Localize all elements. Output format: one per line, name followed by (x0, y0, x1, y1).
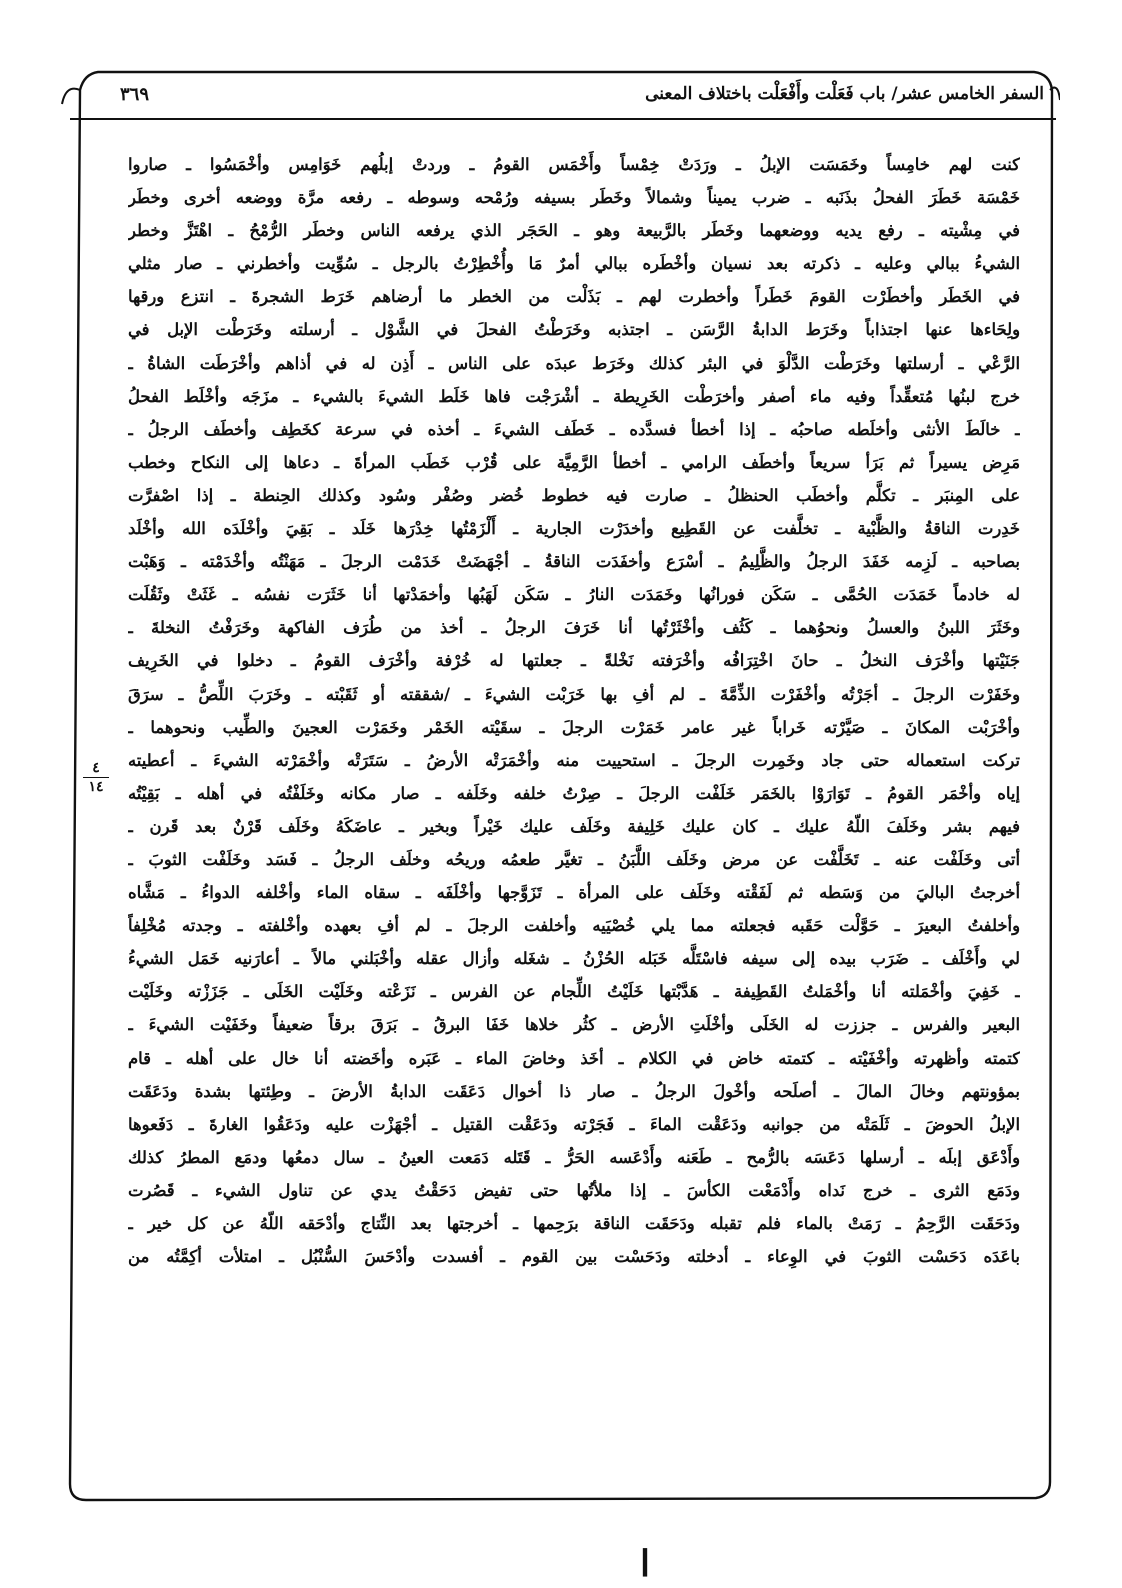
text-line: الشيءُ ببالي وعليه ـ ذكرته بعد نسيان وأخْطَره ببالي أمرٌ مَا وأُخْطِرْتُ بالرجل ـ سُوِّيت وأخطرني ـ صار مثلي (128, 254, 1020, 274)
text-line: بمؤونتهم وخالَ المالَ ـ أصلَحه وأخْولَ الرجلُ ـ صار ذا أخوال دَعَقَت الدابةُ الأرضَ ـ وطِئتها بشدة ودَعَقَت (128, 1081, 1020, 1101)
text-line: في مِشْيته ـ رفع يديه ووضعهما وخَطَر بالرَّبيعة وهو ـ الحَجَر الذي يرفعه الناس وخطَر الرُّمْحُ ـ اهْتَزَّ وخطر (128, 221, 1020, 241)
header-rule (70, 118, 1056, 120)
text-body (128, 148, 1020, 1273)
text-line: باعَدَه دَحَسْت الثوبَ في الوِعاء ـ أدخلته ودَحَسْت بين القوم ـ أفسدت وأدْحَسَ السُّنْبُل ـ امتلأت أكِمَّتُه من (128, 1247, 1020, 1267)
text-line: لي وأَخْلَف ـ ضَرَب بيده إلى سيفه فاسْتَلَّه خَبَله الحُزْنُ ـ شغَله وأزال عقله وأخْبَلني مالاً ـ أعارَنيه خَمَل الشيءُ (128, 949, 1020, 969)
text-line: أتى وخَلَفْت عنه ـ تَخَلَّفْت عن مرض وخَلَف اللَّبَنُ ـ تغيَّر طعمُه وريحُه وخلَف الرجلُ ـ فَسَد وخَلَفْت الثوبَ ـ (128, 849, 1020, 869)
text-line: له خادماً خَمَدَت الحُمَّى ـ سَكَن فورانُها وخَمَدَت النارُ ـ سَكَن لَهَبُها وأخمَدْتها أنا خَثَرَت نفسُه ـ غَثَتْ وثَقُلَت (128, 585, 1020, 605)
running-header (70, 84, 1058, 114)
text-line: وأخْرَبْت المكانَ ـ صَيَّرْته خَراباً غير عامر خَمَرْت الرجلَ ـ سقَيْته الخَمْر وخَمَرْت العجينَ والطِّيب ونحوهما ـ (128, 717, 1020, 737)
text-line: وخَفَرْت الرجلَ ـ أجَرْتُه وأخْفَرْت الذِّمَّةَ ـ لم أفِ بها خَرَبْت الشيءَ ـ /شققته أو ثَقَبْته ـ وخَرَبَ اللِّصُّ ـ سرَقَ (128, 684, 1020, 704)
text-line: وخَثَرَ اللبنُ والعسلُ ونحوُهما ـ كَثُف وأخْثَرْتُها أنا خَرَفَ الرجلُ ـ أخذ من طُرَف الفاكهة وخَرَفْتُ النخلةَ ـ (128, 618, 1020, 638)
text-line: ـ خالَطَ الأنثى وأخلَطه صاحبُه ـ إذا أخطأ فسدَّده ـ خَطَف الشيءَ ـ أخذه في سرعة كخَطِف وأخطَف الرجلُ ـ (128, 419, 1020, 439)
text-line: خرج لبنُها مُتعقِّداً وفيه ماء أصفر وأخرَطْت الخَرِيطة ـ أشْرَجْت فاها خَلَط الشيءَ بالشيء ـ مزَجَه وأخْلَط الفحلُ (128, 386, 1020, 406)
page-number: ٣٦٩ (120, 84, 150, 105)
text-line: مَرِض يسيراً ثم بَرَأ سريعاً وأخطَف الرامي ـ أخطأ الرَّمِيَّة على قُرْب خَطَب المرأةَ ـ دعاها إلى النكاح وخطب (128, 452, 1020, 472)
text-line: الإبلُ الحوضَ ـ ثَلَمَتْه من جوانبه ودَعَقْت الماءَ ـ فَجَرْته ودَعَقْت القتيل ـ أجْهَزْت عليه ودَعَقُوا الغارةَ ـ دَفَعوها (128, 1114, 1020, 1134)
text-line: أخرجتُ الباليَ من وَسَطه ثم لَفَقْته وخَلَف على المرأة ـ تَزَوَّجها وأخْلَفَه ـ سقاه الماء وأخْلفه الدواءُ ـ مَشَّاه (128, 883, 1020, 903)
text-line: كتمته وأظهرته وأخْفَيْته ـ كتمته خاض في الكلام ـ أخَذ وخاضَ الماء ـ عَبَره وأخَضته أنا خال على أهله ـ قام (128, 1048, 1020, 1068)
margin-note-divider (83, 777, 109, 778)
text-line: خَمْسَة خَطَرَ الفحلُ بذَنَبه ـ ضرب يميناً وشمالاً وخَطَر بسيفه ورُمْحه وسوطه ـ رفعه مرَّة ووضعه أخرى وخطَر (128, 188, 1020, 208)
text-line: ودَحَقَت الرَّحِمُ ـ رَمَتْ بالماء فلم تقبله ودَحَقَت الناقة برَحِمها ـ أخرجتها بعد النِّتاج وأدْحَقه اللّهُ عن كل خير ـ (128, 1214, 1020, 1233)
margin-note-numerator: ٤ (92, 760, 100, 776)
text-line: خَدِرت الناقةُ والظَّبْية ـ تخلَّفت عن القَطِيع وأخدَرْت الجارية ـ أَلْزَمْتُها خِدْرَها خَلَد ـ بَقِيَ وأخْلَدَه الله وأخْلَد (128, 519, 1020, 539)
margin-folio-note (76, 760, 116, 795)
text-line: وأخلفتُ البعيرَ ـ حَوَّلْت حَقَبه فجعلته مما يلي خُصْيَيه وأخلفت الرجلَ ـ لم أفِ بعهده وأخْلفته ـ وجدته مُخْلِفاً (128, 916, 1020, 936)
text-line: كنت لهم خامِساً وخَمَسَت الإبلُ ـ ورَدَتْ خِمْساً وأَخْمَس القومُ ـ وردتْ إبلُهم خَوَامِس وأخْمَسُوا ـ صاروا (128, 155, 1020, 174)
text-line: جَنَيْتها وأخْرَف النخلُ ـ حانَ اخْتِرَافُه وأخْرَفته نَخْلةً ـ جعلتها له خُرْفة وأخْرَف القومُ ـ دخلوا في الخَرِيف (128, 651, 1020, 671)
text-line: البعير والفرس ـ جززت له الخَلَى وأخْلَتِ الأرض ـ كثُر خلاها خَفَا البرقُ ـ بَرَقَ برقاً ضعيفاً وخَفَيْت الشيءَ ـ (128, 1015, 1020, 1035)
margin-note-denominator: ١٤ (88, 779, 104, 795)
text-line: ولِحَاءها عنها اجتذاباً وخَرَط الدابةُ الرَّسَن ـ اجتذبه وخَرَطْتُ الفحلَ في الشَّوْل ـ أرسلته وخَرَطْت الإبل في (128, 320, 1020, 340)
text-line: فيهم بشر وخَلَفَ اللّهُ عليك ـ كان عليك خَلِيفة وخَلَف عليك خَيْراً وبخير ـ عاضَكَهُ وخَلَف قَرْنٌ بعد قَرن ـ (128, 816, 1020, 836)
text-line: بصاحبه ـ لَزِمه خَفَدَ الرجلُ والظَّلِيمُ ـ أسْرَع وأخفَدَت الناقةُ ـ أجْهَضَتْ خَدَمْت الرجلَ ـ مَهَنْتُه وأخْدَمْته ـ وَهَبْت (128, 552, 1020, 572)
text-line: وأَدْعَق إبلَه ـ أرسلها دَعَسَه بالرُّمح ـ طَعَنه وأَدْعَسه الحَرُّ ـ قَتَله دَمَعت العينُ ـ سال دمعُها ودمَع المطرُ كذلك (128, 1147, 1020, 1167)
header-title: السفر الخامس عشر/ باب فَعَلْت وأَفْعَلْت باختلاف المعنى (645, 84, 1044, 104)
text-line: ودَمَع الثرى ـ خرج نَداه وأَدْمَعْت الكأسَ ـ إذا ملأتُها حتى تفيض دَحَقْتُ يدي عن تناول الشيء ـ قَصُرت (128, 1180, 1020, 1200)
text-line: تركت استعماله حتى جاد وخَمِرت الرجلَ ـ استحييت منه وأخْمَرَتْه الأرضُ ـ سَتَرَتْه وأخْمَرْته الشيءَ ـ أعطيته (128, 750, 1020, 770)
text-line: ـ خَفِيَ وأخْمَلته أنا وأخْمَلتُ القَطِيفة ـ هَدَّبْتها خَلَيْتُ اللِّجام عن الفرس ـ نَزَعْته وخَلَيْت الخَلَى ـ جَزَزْته وخَلَيْت (128, 982, 1020, 1002)
text-line: الرَّعْي ـ أرسلتها وخَرَطْت الدَّلْوَ في البئر كذلك وخَرَط عبدَه على الناس ـ أَذِن له في أذاهم وأخْرَطَت الشاةُ ـ (128, 353, 1020, 373)
text-line: على المِنبَر ـ تكلَّم وأخطَب الحنظلُ ـ صارت فيه خطوط خُضر وصُفْر وسُود وكذلك الحِنطة ـ إذا اصْفرَّت (128, 485, 1020, 505)
text-line: إياه وأخْمَر القومُ ـ تَوَارَوْا بالخَمَر خَلَفْت الرجلَ ـ صِرْتُ خلفه وخَلَفه ـ صار مكانه وخَلَفْتُه في أهله ـ بَقِيْتُه (128, 783, 1020, 803)
text-line: في الخَطَر وأخطَرْت القومَ خَطَراً وأخطرت لهم ـ بَذَلْت من الخطر ما أرضاهم خَرَط الشجرةَ ـ انتزع ورقها (128, 287, 1020, 307)
bottom-signature-mark: ا (640, 1543, 651, 1585)
